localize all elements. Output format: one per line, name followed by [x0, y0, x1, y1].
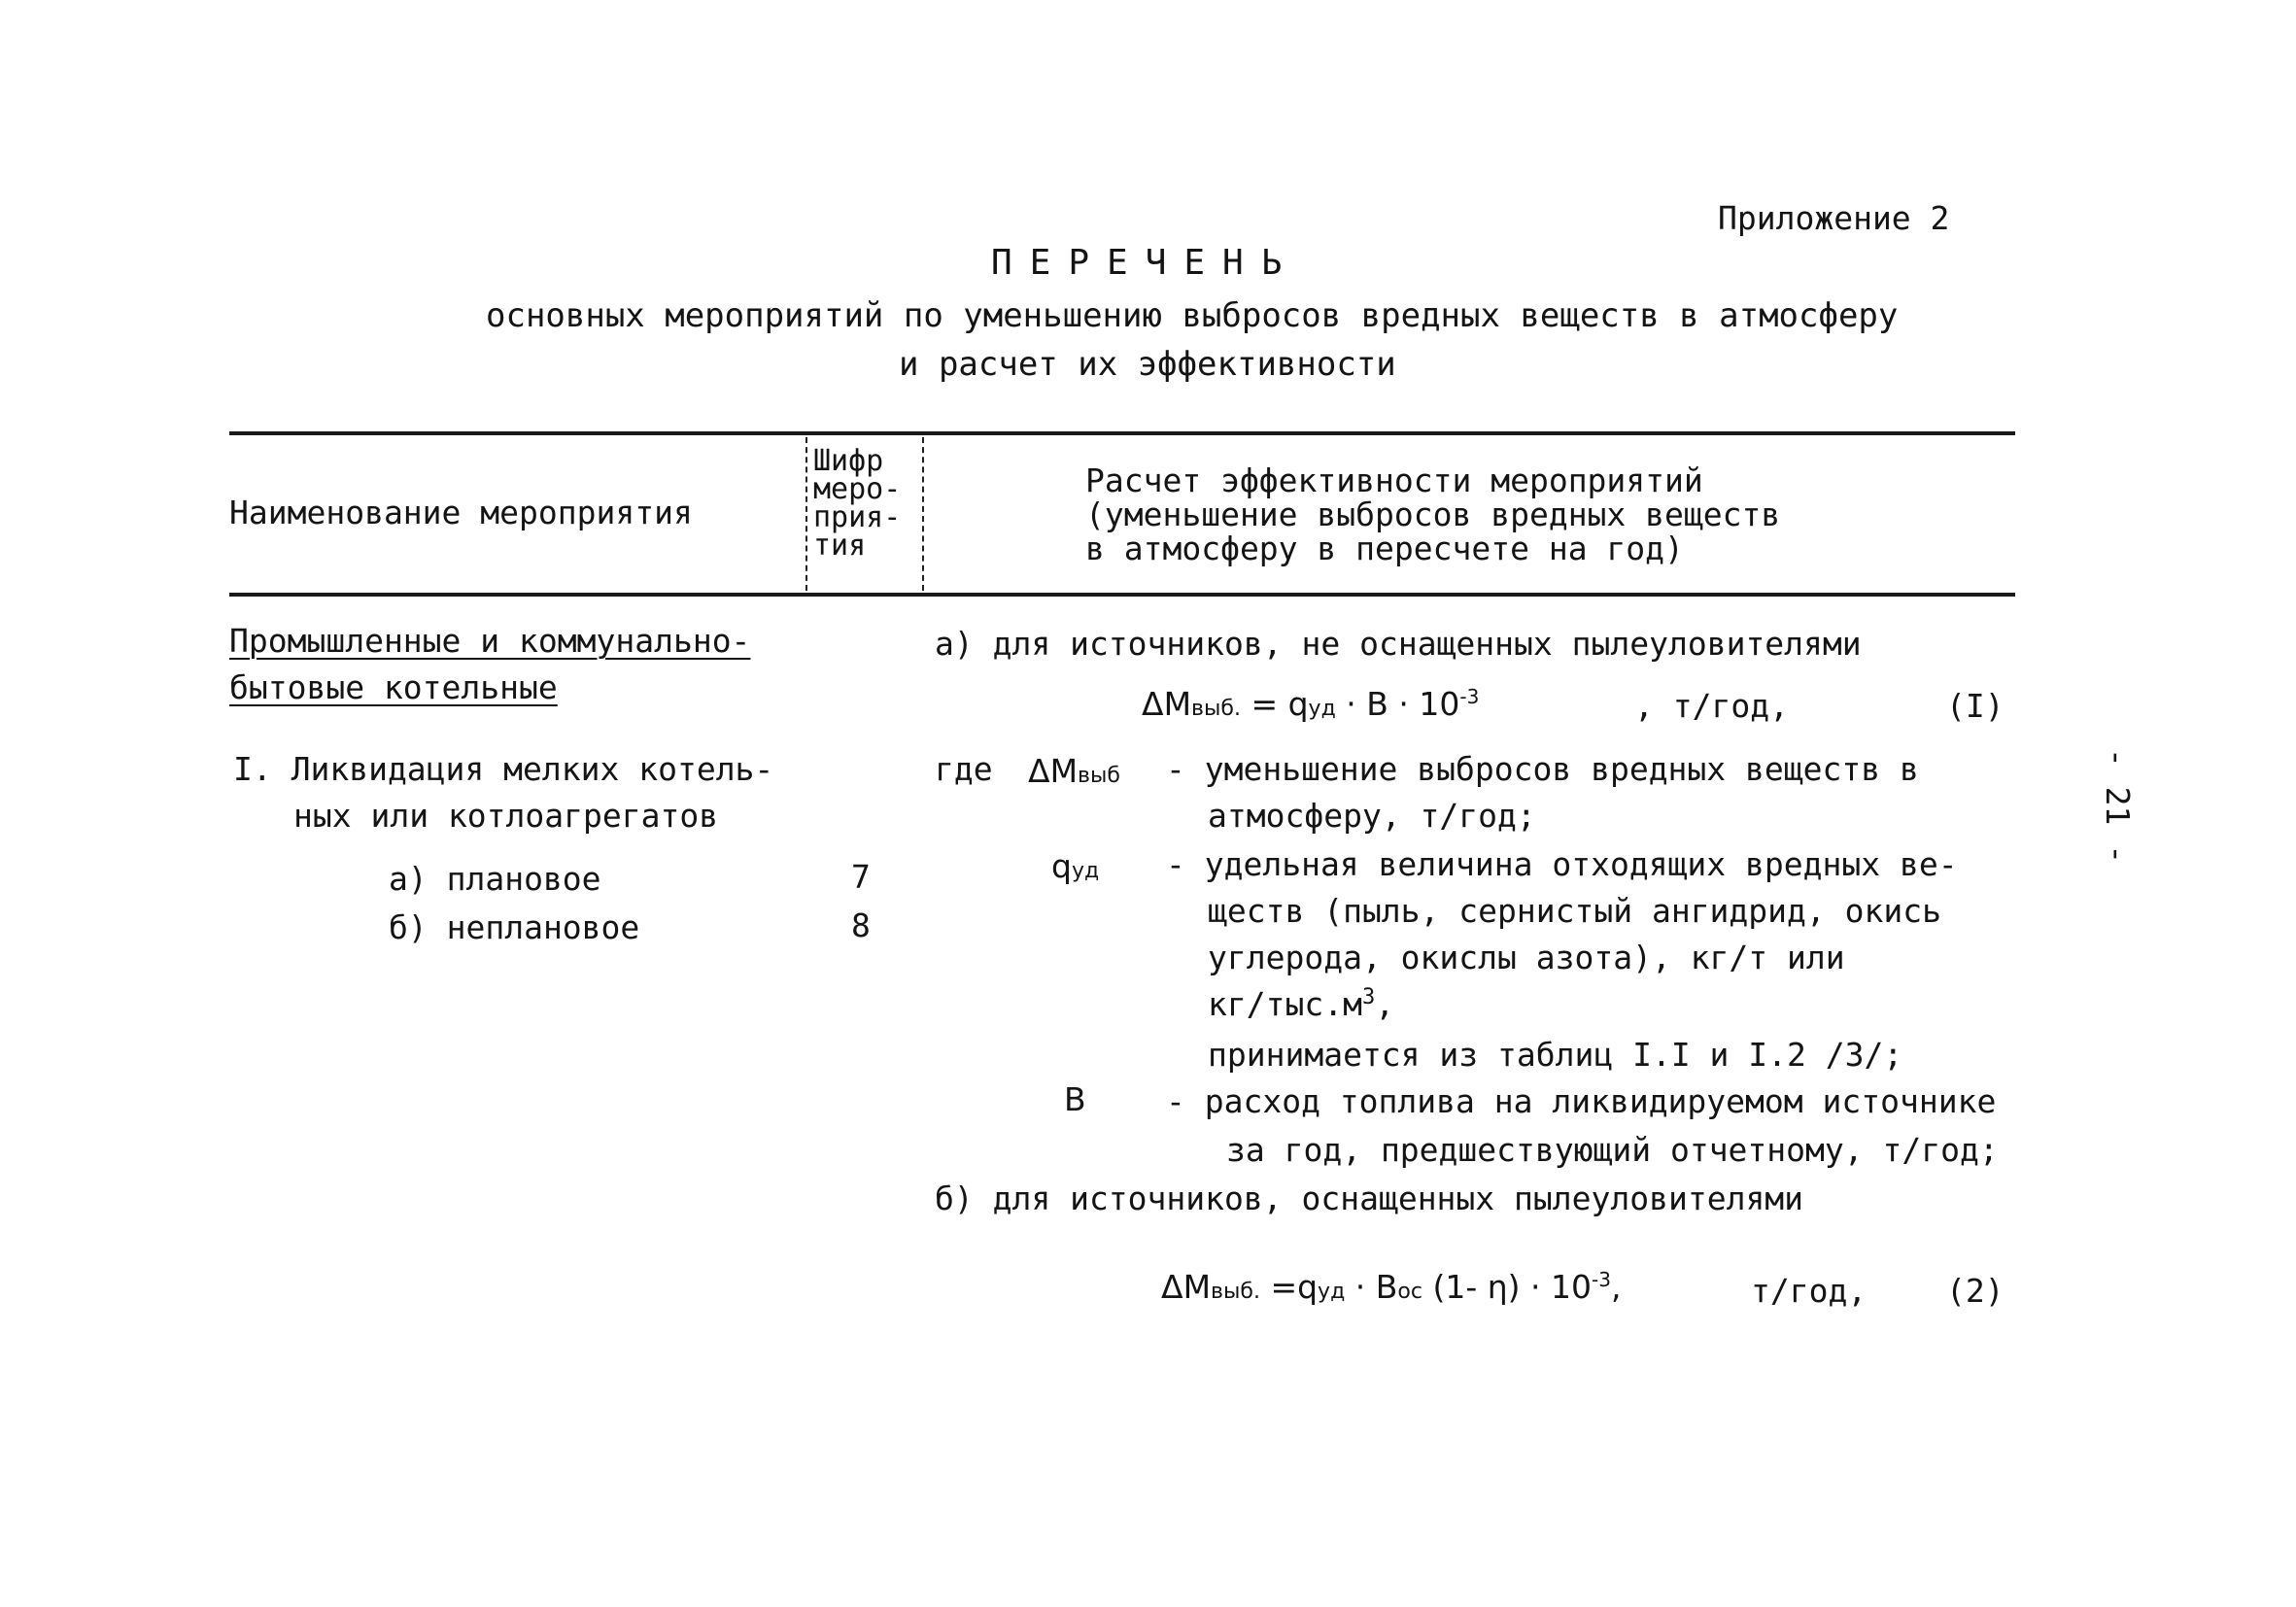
formula-2-unit: т/год, [1751, 1272, 1868, 1310]
def-1-line-1: - уменьшение выбросов вредных веществ в [1166, 750, 1919, 788]
table-top-rule [229, 431, 2015, 435]
appendix-label: Приложение 2 [1718, 199, 1950, 237]
case-b-heading: б) для источников, оснащенных пылеуловителями [935, 1180, 1804, 1217]
sub-item-a: а) плановое [389, 860, 601, 898]
subtitle-line-2: и расчет их эффективности [899, 345, 1396, 384]
formula-1-number: (I) [1946, 687, 2005, 725]
def-2-symbol: qуд [1051, 847, 1100, 885]
column-header-name: Наименование мероприятия [229, 494, 693, 531]
formula-2-number: (2) [1946, 1272, 2005, 1310]
def-2-line-1: - удельная величина отходящих вредных ве- [1166, 845, 1958, 883]
sub-item-b-code: 8 [851, 906, 871, 944]
subtitle-line-1: основных мероприятий по уменьшению выбросов вредных веществ в атмосферу [486, 296, 1899, 335]
where-label: где [935, 750, 993, 788]
formula-1-unit: , т/год, [1634, 687, 1789, 725]
column-header-calculation: Расчет эффективности мероприятий (уменьшение выбросов вредных веществ в атмосферу в пересчете на год) [1085, 462, 1781, 567]
page-number: - 21 - [2099, 747, 2138, 865]
table-header-rule [229, 593, 2015, 597]
def-2-line-2: ществ (пыль, сернистый ангидрид, окись [1208, 892, 1941, 930]
column-header-code: Шифр меро- прия- тия [813, 444, 902, 563]
column-divider-1 [805, 437, 807, 591]
def-1-symbol: ΔMвыб [1028, 752, 1120, 790]
item-1-line-2: ных или котлоагрегатов [293, 797, 719, 835]
sub-item-b: б) неплановое [389, 908, 640, 946]
sub-item-a-code: 7 [851, 858, 871, 896]
section-heading-line-1: Промышленные и коммунально- [229, 622, 751, 660]
def-1-line-2: атмосферу, т/год; [1208, 797, 1536, 835]
def-3-symbol: B [1064, 1080, 1086, 1118]
item-1-line-1: I. Ликвидация мелких котель- [233, 750, 774, 788]
def-3-line-2: за год, предшествующий отчетному, т/год; [1226, 1131, 1999, 1169]
formula-2: ΔMвыб. =qуд · Bос (1- $\eta) \cdot 10^{-3}$, [1161, 1268, 1622, 1306]
def-3-line-1: - расход топлива на ликвидируемом источнике [1166, 1082, 1997, 1120]
def-2-line-4: $кг/тыс.м^3$, [1208, 985, 1395, 1023]
def-2-line-5: принимается из таблиц I.I и I.2 /3/; [1208, 1036, 1903, 1074]
formula-1: ΔMвыб. = qуд · $B \cdot 10^{-3}$ [1142, 685, 1480, 723]
case-a-heading: а) для источников, не оснащенных пылеуловителями [935, 625, 1862, 663]
section-heading-line-2: бытовые котельные [229, 668, 558, 706]
column-divider-2 [922, 437, 924, 591]
page-title: ПЕРЕЧЕНЬ [991, 243, 1300, 283]
def-2-line-3: углерода, окислы азота), кг/т или [1208, 939, 1845, 976]
